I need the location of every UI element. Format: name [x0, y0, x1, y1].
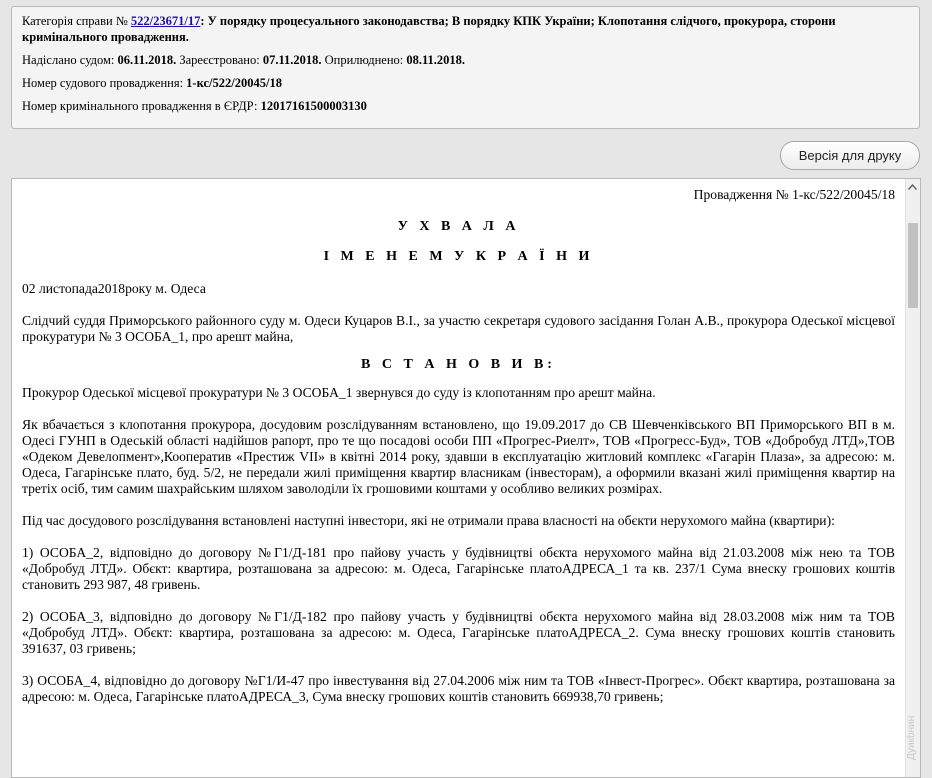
document-subtitle: І М Е Н Е М У К Р А Ї Н И [323, 249, 594, 264]
erdr-line [22, 98, 909, 114]
document-body [12, 179, 905, 778]
erdr-label: Номер кримінального провадження в ЄРДР: [22, 99, 258, 113]
intro-paragraph: Слідчий суддя Приморського районного суду м. Одеси Куцаров В.І., за участю секретаря судового засідання Голан А.В., прокурора Одеської місцевої прокуратури № 3 ОСОБА_1, про арешт майна, [22, 313, 895, 344]
registered-label: Зареєстровано: [179, 53, 260, 67]
scrollbar-thumb[interactable] [908, 223, 918, 308]
date-place: 02 листопада2018року м. Одеса [22, 281, 206, 296]
paragraph-3: Під час досудового розслідування встановлені наступні інвестори, які не отримали права власності на обєкти нерухомого майна (квартири): [22, 513, 835, 528]
case-number-link[interactable]: 522/23671/17 [130, 14, 201, 28]
document-frame [11, 178, 921, 778]
court-proceeding-line [22, 75, 909, 91]
court-proc-label: Номер судового провадження: [22, 76, 184, 90]
paragraph-5: 2) ОСОБА_3, відповідно до договору №Г1/Д-182 про пайову участь у будівництві обєкта нерухомого майна від 28.03.2008 між ним та ТОВ «Добробуд ЛТД». Обєкт: квартира, розташована за адресою: м. Одеса, Гагарінське платоАДРЕСА_2. Сума внеску грошових коштів становить 391637, 03 гривень; [22, 609, 895, 656]
sent-date: 06.11.2018. [117, 53, 177, 67]
paragraph-2: Як вбачається з клопотання прокурора, досудовим розслідуванням встановлено, що 19.09.2017 до СВ Шевченківського ВП Приморського ВП в м. Одесі ГУНП в Одеській області надійшов рапорт, про те що посадові особи ПП «Прогрес-Риелт», ТОВ «Прогресс-Буд», ТОВ «Добробуд ЛТД»,ТОВ «Одеком Девелопмент»,Кооператив «Престиж VII» в квітні 2014 року, здавши в експлуатацію житловий комплекс «Гагарін Плаза», за адресою: м. Одеса, Гагарінське плато, буд. 5/2, не передали жилі приміщення квартир власникам (інвесторам), а оформили вказані жилі приміщення квартир на третіх осіб, тим самим шахрайським шляхом заволоділи їх грошовими коштами у особливо великих розмірах. [22, 417, 895, 496]
established-heading: В С Т А Н О В И В: [361, 357, 556, 372]
sent-label: Надіслано судом: [22, 53, 115, 67]
paragraph-4: 1) ОСОБА_2, відповідно до договору №Г1/Д-181 про пайову участь у будівництві обєкта нерухомого майна від 21.03.2008 між нею та ТОВ «Добробуд ЛТД». Обєкт: квартира, розташована за адресою: м. Одеса, Гагарінське платоАДРЕСА_1 та кв. 237/1 Сума внеску грошових коштів становить 293 987, 48 гривень. [22, 545, 895, 592]
category-text: : У порядку процесуального законодавства; В порядку КПК України; Клопотання слідчого, прокурора, сторони кримінального провадження. [22, 14, 836, 44]
paragraph-1: Прокурор Одеської місцевої прокуратури № 3 ОСОБА_1 звернувся до суду із клопотанням про арешт майна. [22, 385, 656, 400]
proceeding-number: Провадження № 1-кс/522/20045/18 [693, 187, 895, 202]
dates-line [22, 52, 909, 68]
watermark-text: Дуикbнин [906, 715, 917, 760]
published-date: 08.11.2018. [406, 53, 466, 67]
case-info-panel [11, 6, 920, 129]
registered-date: 07.11.2018. [262, 53, 322, 67]
scroll-up-arrow-icon[interactable] [905, 179, 920, 194]
published-label: Оприлюднено: [324, 53, 404, 67]
case-category-line [22, 13, 909, 45]
paragraph-6: 3) ОСОБА_4, відповідно до договору №Г1/И-47 про інвестування від 27.04.2006 між ним та ТОВ «Інвест-Прогрес». Обєкт квартира, розташована за адресою: м. Одеса, Гагарінське платоАДРЕСА_3, Сума внеску грошових коштів становить 669938,70 гривень; [22, 673, 895, 704]
erdr-number: 12017161500003130 [260, 99, 367, 113]
category-label: Категорія справи № [22, 14, 128, 28]
print-version-button[interactable]: Версія для друку [780, 141, 920, 170]
court-proc-number: 1-кс/522/20045/18 [186, 76, 282, 90]
document-title: У Х В А Л А [397, 219, 520, 234]
